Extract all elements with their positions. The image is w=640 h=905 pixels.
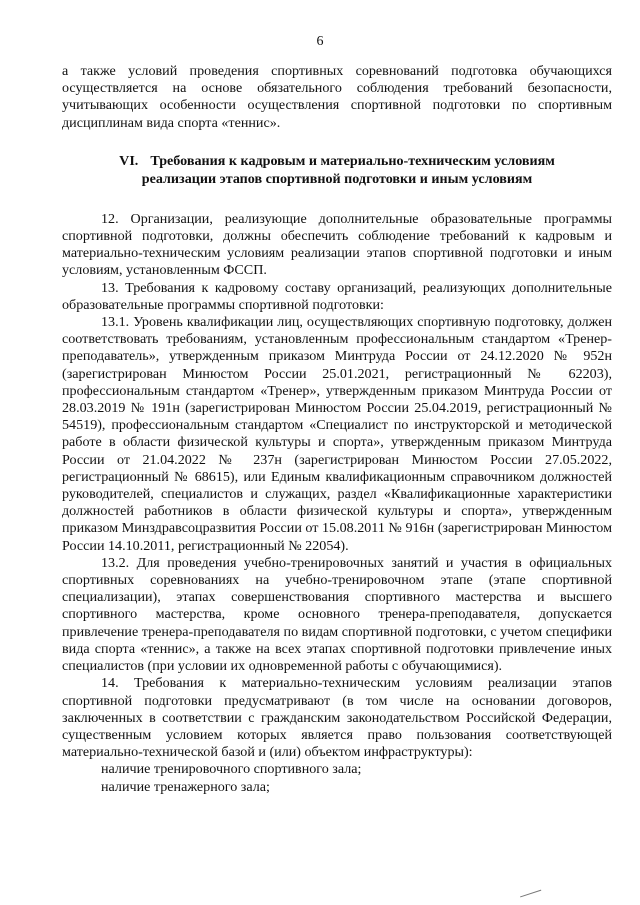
list-item-sports-hall: наличие тренировочного спортивного зала; [101, 761, 362, 778]
section-number: VI. [119, 152, 139, 169]
paragraph-14: 14. Требования к материально-техническим условиям реализации этапов спортивной подготовки предусматривают (в том числе на основании договоров, заключенных в соответствии с гражданским законодательством Российской Федерации, существенным условием которых является право пользования соответствующей материально-технической базой и (или) объектом инфраструктуры): [62, 675, 612, 761]
scan-mark [520, 890, 542, 900]
paragraph-13: 13. Требования к кадровому составу организаций, реализующих дополнительные образовательные программы спортивной подготовки: [62, 279, 612, 313]
paragraph-intro: а также условий проведения спортивных соревнований подготовка обучающихся осуществляется на основе обязательного соблюдения требований безопасности, учитывающих особенности осуществления спортивной подготовки по спортивным дисциплинам вида спорта «теннис». [62, 63, 612, 131]
paragraph-13-1: 13.1. Уровень квалификации лиц, осуществляющих спортивную подготовку, должен соответствовать требованиям, установленным профессиональным стандартом «Тренер-преподаватель», утвержденным приказом Минтруда России от 24.12.2020 № 952н (зарегистрирован Минюстом России 25.01.2021, регистрационный № 62203), профессиональным стандартом «Тренер», утвержденным приказом Минтруда России от 28.03.2019 № 191н (зарегистрирован Минюстом России 25.04.2019, регистрационный № 54519), профессиональным стандартом «Специалист по инструкторской и методической работе в области физической культуры и спорта», утвержденным приказом Минтруда России от 21.04.2022 № 237н (зарегистрирован Минюстом России 27.05.2022, регистрационный № 68615), или Единым квалификационным справочником должностей руководителей, специалистов и служащих, раздел «Квалификационные характеристики должностей работников в области физической культуры и спорта», утвержденным приказом Минздравсоцразвития России от 15.08.2011 № 916н (зарегистрирован Минюстом России 14.10.2011, регистрационный № 22054). [62, 314, 612, 554]
document-body [62, 63, 612, 796]
paragraph-13-2: 13.2. Для проведения учебно-тренировочных занятий и участия в официальных спортивных соревнованиях на учебно-тренировочном этапе (этапе спортивной специализации), этапах совершенствования спортивного мастерства и высшего спортивного мастерства, кроме основного тренера-преподавателя, допускается привлечение тренера-преподавателя по видам спортивной подготовки, с учетом специфики вида спорта «теннис», а также на всех этапах спортивной подготовки привлечение иных специалистов (при условии их одновременной работы с обучающимися). [62, 554, 612, 675]
list-item-gym: наличие тренажерного зала; [101, 778, 270, 795]
page-number: 6 [316, 34, 324, 49]
section-heading [62, 152, 612, 188]
section-title: Требования к кадровым и материально-техническим условиям реализации этапов спортивной подготовки и иным условиям [141, 152, 555, 187]
paragraph-12: 12. Организации, реализующие дополнительные образовательные программы спортивной подготовки, должны обеспечить соблюдение требований к кадровым и материально-техническим условиям реализации этапов спортивной подготовки и иным условиям, установленным ФССП. [62, 210, 612, 279]
